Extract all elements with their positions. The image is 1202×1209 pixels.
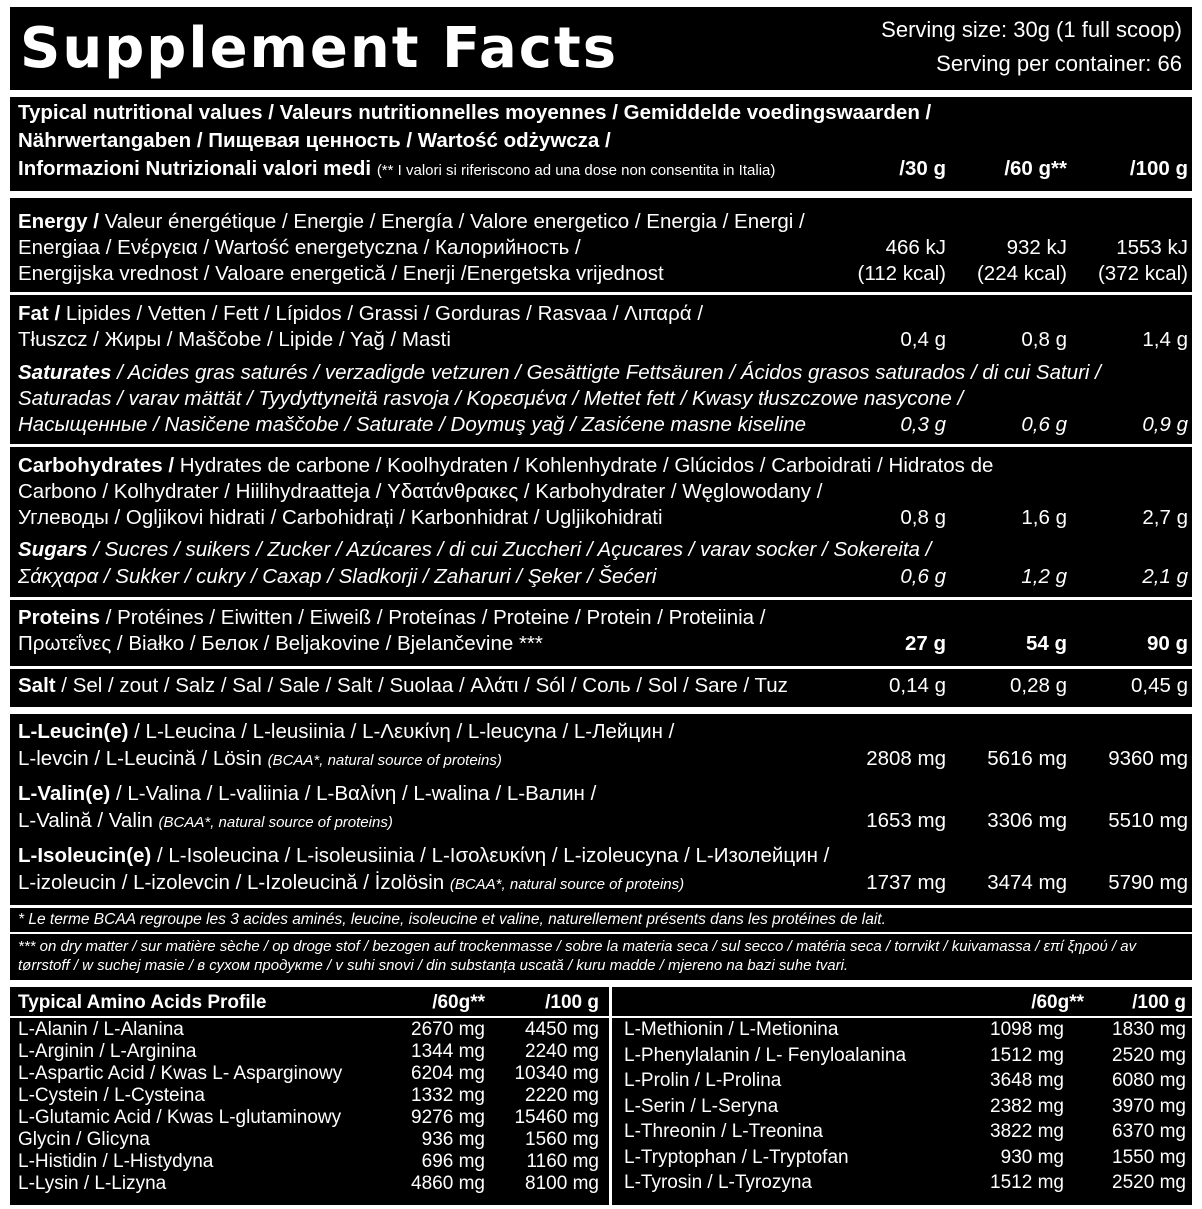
leucine-label: L-Leucin(e)	[18, 720, 129, 743]
amino-left-col-100g: /100 g	[545, 992, 599, 1013]
leucine-translations-2: L-levcin / L-Leucină / Lösin	[18, 747, 268, 770]
carbs-60g: 1,6 g	[1021, 506, 1067, 529]
leucine-note: (BCAA*, natural source of proteins)	[267, 752, 502, 769]
isoleucine-label: L-Isoleucin(e)	[18, 844, 152, 867]
saturates-100g: 0,9 g	[1142, 413, 1188, 436]
servings-per-container: Serving per container: 66	[936, 51, 1182, 76]
sugars-label: Sugars	[18, 538, 88, 561]
salt-100g: 0,45 g	[1131, 674, 1188, 697]
isoleucine-line-2	[18, 871, 684, 897]
amino-acid-60g: 3648 mg	[990, 1070, 1064, 1091]
energy-line-3: Energijska vrednost / Valoare energetică / Enerji /Energetska vrijednost	[18, 262, 664, 285]
amino-acid-name: L-Arginin / L-Arginina	[18, 1041, 197, 1062]
proteins-translations: / Protéines / Eiwitten / Eiweiß / Proteínas / Proteine / Protein / Proteiinia /	[100, 606, 766, 629]
proteins-line-2: Πρωτεΐνες / Białko / Белок / Beljakovine / Bjelančevine ***	[18, 632, 543, 655]
supplement-facts-panel	[10, 7, 1192, 1205]
amino-acid-name: L-Phenylalanin / L- Fenyloalanina	[624, 1044, 907, 1066]
amino-acid-100g: 1830 mg	[1112, 1019, 1186, 1040]
salt-60g: 0,28 g	[1010, 674, 1067, 697]
divider	[10, 666, 1192, 669]
amino-acid-100g: 15460 mg	[514, 1107, 599, 1128]
leucine-line-2	[18, 747, 502, 773]
amino-acid-name: L-Aspartic Acid / Kwas L- Asparginowy	[18, 1063, 343, 1084]
amino-acid-name: L-Methionin / L-Metionina	[624, 1019, 839, 1040]
fat-line-1	[18, 302, 703, 326]
amino-acid-60g: 1098 mg	[990, 1019, 1064, 1040]
divider	[10, 905, 1192, 908]
amino-acid-60g: 936 mg	[421, 1129, 485, 1150]
proteins-100g: 90 g	[1146, 632, 1188, 655]
intro-line-3-text: Informazioni Nutrizionali valori medi	[18, 157, 372, 180]
intro-italy-note: (** I valori si riferiscono ad una dose non consentita in Italia)	[376, 162, 776, 179]
amino-acid-name: L-Cystein / L-Cysteina	[18, 1085, 205, 1106]
valine-translations-2: L-Valină / Valin	[18, 809, 159, 832]
amino-acid-60g: 696 mg	[421, 1151, 485, 1172]
carbs-30g: 0,8 g	[900, 506, 946, 529]
amino-acid-100g: 6370 mg	[1112, 1121, 1186, 1142]
amino-acid-name: L-Serin / L-Seryna	[624, 1095, 779, 1117]
valine-100g: 5510 mg	[1108, 809, 1188, 832]
fat-100g: 1,4 g	[1142, 328, 1188, 351]
leucine-30g: 2808 mg	[866, 747, 946, 770]
amino-right-col-100g: /100 g	[1132, 992, 1186, 1013]
panel-title: Supplement Facts	[20, 16, 619, 81]
energy-line-1	[18, 210, 805, 234]
amino-acid-name: L-Prolin / L-Prolina	[624, 1070, 782, 1091]
saturates-label: Saturates	[18, 361, 112, 384]
intro-line-1: Typical nutritional values / Valeurs nutritionnelles moyennes / Gemiddelde voedingswaarden /	[18, 101, 932, 124]
energy-kcal-100g: (372 kcal)	[1097, 262, 1188, 285]
isoleucine-translations-2: L-izoleucin / L-izolevcin / L-Izoleucină / İzolösin	[18, 871, 450, 894]
proteins-line-1	[18, 606, 765, 630]
proteins-label: Proteins	[18, 606, 101, 629]
amino-acid-100g: 1160 mg	[526, 1151, 599, 1172]
col-header-100g: /100 g	[1129, 157, 1188, 180]
dry-matter-footnote-1: *** on dry matter / sur matière sèche / op droge stof / bezogen auf trockenmasse / sobre la materia seca / sul secco / matéria seca / torrvikt / kuivamassa / επί ξηρού / av	[18, 938, 1137, 955]
valine-label: L-Valin(e)	[18, 782, 111, 805]
sugars-30g: 0,6 g	[900, 565, 946, 588]
amino-acid-60g: 1512 mg	[990, 1044, 1064, 1066]
divider	[10, 932, 1192, 934]
amino-acid-60g: 1344 mg	[411, 1041, 485, 1062]
amino-acid-60g: 4860 mg	[411, 1173, 485, 1194]
isoleucine-translations: / L-Isoleucina / L-isoleusiinia / L-Ισολευκίνη / L-izoleucyna / L-Изолейцин /	[151, 844, 830, 867]
valine-60g: 3306 mg	[987, 809, 1067, 832]
col-header-30g: /30 g	[899, 157, 946, 180]
amino-acid-name: L-Tryptophan / L-Tryptofan	[624, 1146, 849, 1168]
divider	[10, 292, 1192, 295]
amino-right-col-60g: /60g**	[1031, 992, 1084, 1013]
isoleucine-30g: 1737 mg	[866, 871, 946, 894]
divider-thick	[10, 980, 1192, 987]
amino-acid-name: L-Glutamic Acid / Kwas L-glutaminowy	[18, 1107, 342, 1128]
valine-note: (BCAA*, natural source of proteins)	[158, 814, 393, 831]
saturates-translations: / Acides gras saturés / verzadigde vetzuren / Gesättigte Fettsäuren / Ácidos grasos saturados / di cui Saturi /	[111, 361, 1101, 384]
amino-acid-100g: 2520 mg	[1112, 1172, 1186, 1193]
carbs-line-3: Углеводы / Ogljikovi hidrati / Carbohidrați / Karbonhidrat / Ugljikohidrati	[18, 506, 663, 529]
amino-acid-60g: 1512 mg	[990, 1172, 1064, 1193]
proteins-60g: 54 g	[1025, 632, 1067, 655]
carbs-translations: Hydrates de carbone / Koolhydraten / Kohlenhydrate / Glúcidos / Carboidrati / Hidratos de	[174, 454, 994, 477]
divider	[10, 597, 1192, 600]
amino-acid-100g: 4450 mg	[525, 1019, 599, 1040]
divider-thick	[10, 90, 1192, 97]
energy-kj-30g: 466 kJ	[885, 236, 946, 259]
salt-30g: 0,14 g	[889, 674, 946, 697]
column-divider	[609, 987, 612, 1205]
saturates-30g: 0,3 g	[900, 413, 946, 436]
amino-acid-60g: 3822 mg	[990, 1121, 1064, 1142]
amino-acid-60g: 2670 mg	[411, 1019, 485, 1040]
divider-thick	[10, 707, 1192, 714]
intro-line-2: Nährwertangaben / Пищевая ценность / Wartość odżywcza /	[18, 129, 611, 152]
sugars-translations: / Sucres / suikers / Zucker / Azúcares / di cui Zuccheri / Açucares / varav socker / Sokereita /	[87, 538, 932, 561]
isoleucine-60g: 3474 mg	[987, 871, 1067, 894]
amino-acid-name: L-Lysin / L-Lizyna	[18, 1173, 167, 1194]
saturates-line-1	[18, 361, 1101, 385]
salt-line-1	[18, 674, 788, 698]
carbs-line-1	[18, 454, 993, 478]
salt-translations: / Sel / zout / Salz / Sal / Sale / Salt / Suolaa / Αλάτι / Sól / Соль / Sol / Sare / Tuz	[55, 674, 788, 697]
sugars-100g: 2,1 g	[1142, 565, 1188, 588]
amino-acid-60g: 2382 mg	[990, 1095, 1064, 1117]
intro-line-3	[18, 157, 775, 183]
energy-translations: Valeur énergétique / Energie / Energía / Valore energetico / Energia / Energi /	[98, 210, 805, 233]
amino-profile-title: Typical Amino Acids Profile	[18, 992, 267, 1013]
fat-translations: Lipides / Vetten / Fett / Lípidos / Grassi / Gorduras / Rasvaa / Λιπαρά /	[60, 302, 704, 325]
leucine-translations: / L-Leucina / L-leusiinia / L-Λευκίνη / L-leucyna / L-Лейцин /	[128, 720, 675, 743]
energy-kj-100g: 1553 kJ	[1116, 236, 1188, 259]
amino-acid-100g: 3970 mg	[1112, 1095, 1186, 1117]
sugars-line-2: Σάκχαρα / Sukker / cukry / Caxap / Sladkorji / Zaharuri / Şeker / Šećeri	[18, 565, 657, 588]
saturates-line-3: Насыщенные / Nasičene maščobe / Saturate / Doymuş yağ / Zasićene masne kiseline	[18, 413, 807, 436]
valine-line-1	[18, 782, 596, 806]
bcaa-footnote: * Le terme BCAA regroupe les 3 acides aminés, leucine, isoleucine et valine, naturellement présents dans les protéines de lait.	[18, 911, 886, 928]
fat-60g: 0,8 g	[1021, 328, 1067, 351]
valine-line-2	[18, 809, 393, 835]
carbs-100g: 2,7 g	[1142, 506, 1188, 529]
amino-acid-60g: 6204 mg	[411, 1063, 485, 1084]
saturates-60g: 0,6 g	[1021, 413, 1067, 436]
amino-left-col-60g: /60g**	[432, 992, 485, 1013]
amino-acid-100g: 1550 mg	[1112, 1146, 1186, 1168]
fat-30g: 0,4 g	[900, 328, 946, 351]
isoleucine-note: (BCAA*, natural source of proteins)	[449, 876, 685, 893]
salt-label: Salt	[18, 674, 56, 697]
amino-acid-100g: 2520 mg	[1112, 1044, 1186, 1066]
energy-kcal-60g: (224 kcal)	[976, 262, 1067, 285]
amino-acid-100g: 2220 mg	[525, 1085, 599, 1106]
saturates-line-2: Saturadas / varav mättät / Tyydyttyneitä rasvoja / Κορεσμένα / Mettet fett / Kwasy tłuszczowe nasycone /	[18, 387, 964, 410]
amino-acid-60g: 930 mg	[1000, 1146, 1064, 1168]
divider	[10, 444, 1192, 447]
amino-acid-name: L-Tyrosin / L-Tyrozyna	[624, 1172, 812, 1193]
amino-acid-100g: 6080 mg	[1112, 1070, 1186, 1091]
valine-30g: 1653 mg	[866, 809, 946, 832]
leucine-60g: 5616 mg	[987, 747, 1067, 770]
dry-matter-footnote-2: tørrstoff / w suchej masie / в сухом продукте / v suhi snovi / din substanța uscată / kuru madde / mjereno na bazi suhe tvari.	[18, 957, 849, 974]
amino-acid-100g: 8100 mg	[525, 1173, 599, 1194]
amino-acid-name: L-Threonin / L-Treonina	[624, 1121, 823, 1142]
divider	[10, 1016, 1192, 1018]
serving-size: Serving size: 30g (1 full scoop)	[881, 17, 1182, 42]
leucine-line-1	[18, 720, 674, 744]
fat-label: Fat /	[18, 302, 61, 325]
energy-line-2: Energiaa / Ενέργεια / Wartość energetyczna / Калорийность /	[18, 236, 581, 259]
sugars-line-1	[18, 538, 931, 562]
amino-acid-60g: 1332 mg	[411, 1085, 485, 1106]
energy-kcal-30g: (112 kcal)	[857, 262, 946, 285]
amino-acid-60g: 9276 mg	[411, 1107, 485, 1128]
col-header-60g: /60 g**	[1004, 157, 1067, 180]
valine-translations: / L-Valina / L-valiinia / L-Βαλίνη / L-walina / L-Валин /	[110, 782, 597, 805]
divider-thick	[10, 191, 1192, 198]
amino-acid-name: L-Histidin / L-Histydyna	[18, 1151, 214, 1172]
isoleucine-100g: 5790 mg	[1108, 871, 1188, 894]
amino-acid-100g: 10340 mg	[514, 1063, 599, 1084]
amino-acid-100g: 1560 mg	[525, 1129, 599, 1150]
sugars-60g: 1,2 g	[1021, 565, 1067, 588]
energy-label: Energy /	[18, 210, 99, 233]
fat-line-2: Tłuszcz / Жиры / Maščobe / Lipide / Yağ / Masti	[18, 328, 451, 351]
energy-kj-60g: 932 kJ	[1006, 236, 1067, 259]
proteins-30g: 27 g	[904, 632, 946, 655]
amino-acid-name: Glycin / Glicyna	[18, 1129, 150, 1150]
carbs-label: Carbohydrates /	[18, 454, 175, 477]
amino-acid-100g: 2240 mg	[525, 1041, 599, 1062]
leucine-100g: 9360 mg	[1108, 747, 1188, 770]
carbs-line-2: Carbono / Kolhydrater / Hiilihydraatteja / Υδατάνθρακες / Karbohydrater / Węglowodany /	[18, 480, 823, 503]
amino-acid-name: L-Alanin / L-Alanina	[18, 1019, 184, 1040]
isoleucine-line-1	[18, 844, 829, 868]
